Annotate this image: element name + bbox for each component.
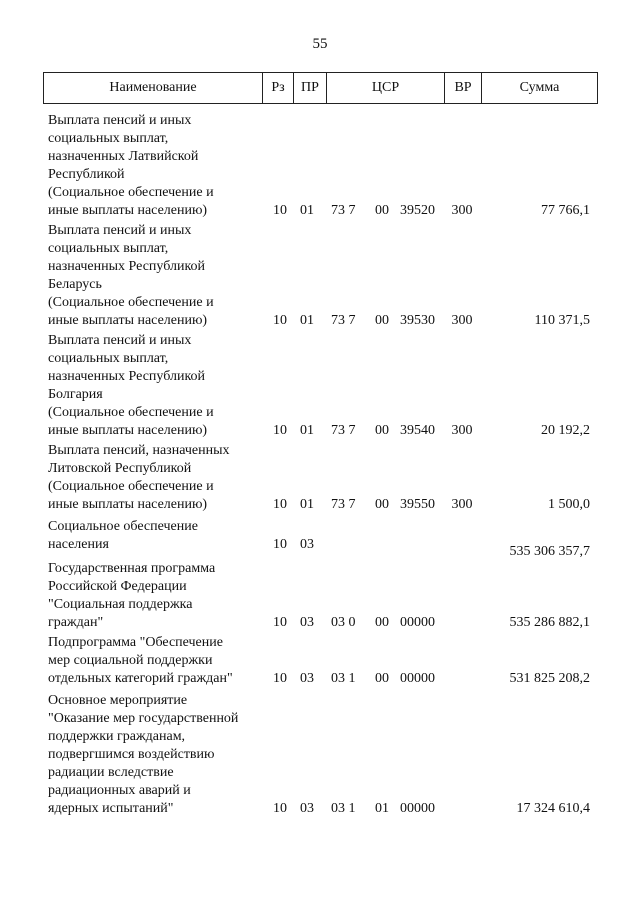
row-name-line: (Социальное обеспечение и [48, 185, 214, 200]
row-name-line: радиационных аварий и [48, 783, 191, 798]
row-sum: 17 324 610,4 [516, 801, 590, 816]
row-csr-direction: 39530 [400, 313, 435, 328]
row-name-line: Литовской Республикой [48, 461, 192, 476]
row-pr: 01 [300, 497, 314, 512]
row-name-line: "Оказание мер государственной [48, 711, 239, 726]
row-rz: 10 [273, 801, 287, 816]
row-vr: 300 [451, 497, 473, 512]
row-name-line: назначенных Республикой [48, 369, 206, 384]
row-name-line: иные выплаты населению) [48, 313, 208, 328]
row-csr-program: 73 7 [331, 423, 356, 438]
row-csr-direction: 00000 [400, 671, 435, 686]
row-name-line: социальных выплат, [48, 241, 169, 256]
row-rz: 10 [273, 423, 287, 438]
row-csr-program: 03 0 [331, 615, 356, 630]
row-pr: 01 [300, 313, 314, 328]
row-name-line: Основное мероприятие [48, 693, 188, 708]
row-rz: 10 [273, 537, 287, 552]
row-rz: 10 [273, 203, 287, 218]
row-name-line: Российской Федерации [48, 579, 187, 594]
row-name-line: (Социальное обеспечение и [48, 405, 214, 420]
row-name [48, 692, 260, 818]
header-csr: ЦСР [371, 80, 400, 95]
row-pr: 01 [300, 423, 314, 438]
row-name-line: граждан" [48, 615, 104, 630]
row-csr-subprogram: 01 [375, 801, 389, 816]
row-name-line: Социальное обеспечение [48, 519, 198, 534]
row-vr: 300 [451, 423, 473, 438]
row-name-line: Государственная программа [48, 561, 216, 576]
header-pr: ПР [301, 80, 319, 95]
row-rz: 10 [273, 671, 287, 686]
row-csr-direction: 00000 [400, 801, 435, 816]
row-name-line: Болгария [48, 387, 103, 402]
table-header [43, 72, 598, 104]
row-name-line: радиации вследствие [48, 765, 174, 780]
row-name-line: подвергшимся воздействию [48, 747, 215, 762]
row-name-line: ядерных испытаний" [48, 801, 174, 816]
row-vr: 300 [451, 203, 473, 218]
row-name-line: "Социальная поддержка [48, 597, 193, 612]
row-sum: 531 825 208,2 [509, 671, 590, 686]
row-csr-direction: 39540 [400, 423, 435, 438]
row-name [48, 560, 260, 632]
row-name-line: иные выплаты населению) [48, 497, 208, 512]
row-rz: 10 [273, 497, 287, 512]
row-name-line: Выплата пенсий, назначенных [48, 443, 230, 458]
header-name: Наименование [109, 80, 197, 95]
row-csr-program: 73 7 [331, 313, 356, 328]
row-sum: 20 192,2 [541, 423, 590, 438]
row-name [48, 222, 260, 330]
row-csr-direction: 39550 [400, 497, 435, 512]
row-rz: 10 [273, 313, 287, 328]
row-name [48, 634, 260, 688]
page-number: 55 [312, 36, 328, 52]
row-name-line: (Социальное обеспечение и [48, 479, 214, 494]
row-pr: 01 [300, 203, 314, 218]
row-name-line: социальных выплат, [48, 131, 169, 146]
header-rz: Рз [271, 80, 285, 95]
row-name-line: социальных выплат, [48, 351, 169, 366]
row-csr-subprogram: 00 [375, 497, 389, 512]
row-rz: 10 [273, 615, 287, 630]
row-csr-subprogram: 00 [375, 203, 389, 218]
row-pr: 03 [300, 671, 314, 686]
row-sum: 110 371,5 [534, 313, 590, 328]
row-name-line: Выплата пенсий и иных [48, 113, 192, 128]
row-csr-direction: 00000 [400, 615, 435, 630]
row-name [48, 112, 260, 220]
row-pr: 03 [300, 537, 314, 552]
header-sum: Сумма [519, 80, 560, 95]
row-csr-subprogram: 00 [375, 615, 389, 630]
row-name-line: Республикой [48, 167, 125, 182]
row-name-line: иные выплаты населению) [48, 423, 208, 438]
row-name-line: поддержки гражданам, [48, 729, 186, 744]
row-csr-program: 73 7 [331, 497, 356, 512]
row-name-line: иные выплаты населению) [48, 203, 208, 218]
row-name-line: отдельных категорий граждан" [48, 671, 233, 686]
row-vr: 300 [451, 313, 473, 328]
row-csr-subprogram: 00 [375, 313, 389, 328]
row-csr-subprogram: 00 [375, 423, 389, 438]
row-pr: 03 [300, 615, 314, 630]
row-csr-direction: 39520 [400, 203, 435, 218]
row-name [48, 518, 260, 554]
row-name-line: населения [48, 537, 109, 552]
row-sum: 535 286 882,1 [509, 615, 590, 630]
row-csr-program: 73 7 [331, 203, 356, 218]
row-name-line: (Социальное обеспечение и [48, 295, 214, 310]
row-name-line: Беларусь [48, 277, 102, 292]
row-sum: 535 306 357,7 [509, 544, 590, 559]
row-name [48, 332, 260, 440]
row-sum: 77 766,1 [541, 203, 590, 218]
row-name-line: назначенных Республикой [48, 259, 206, 274]
header-vr: ВР [454, 80, 472, 95]
row-csr-program: 03 1 [331, 801, 356, 816]
row-pr: 03 [300, 801, 314, 816]
row-csr-program: 03 1 [331, 671, 356, 686]
row-name-line: назначенных Латвийской [48, 149, 199, 164]
row-name-line: Выплата пенсий и иных [48, 223, 192, 238]
row-sum: 1 500,0 [548, 497, 590, 512]
row-name-line: Выплата пенсий и иных [48, 333, 192, 348]
row-name-line: мер социальной поддержки [48, 653, 213, 668]
row-name [48, 442, 260, 514]
row-csr-subprogram: 00 [375, 671, 389, 686]
row-name-line: Подпрограмма "Обеспечение [48, 635, 223, 650]
